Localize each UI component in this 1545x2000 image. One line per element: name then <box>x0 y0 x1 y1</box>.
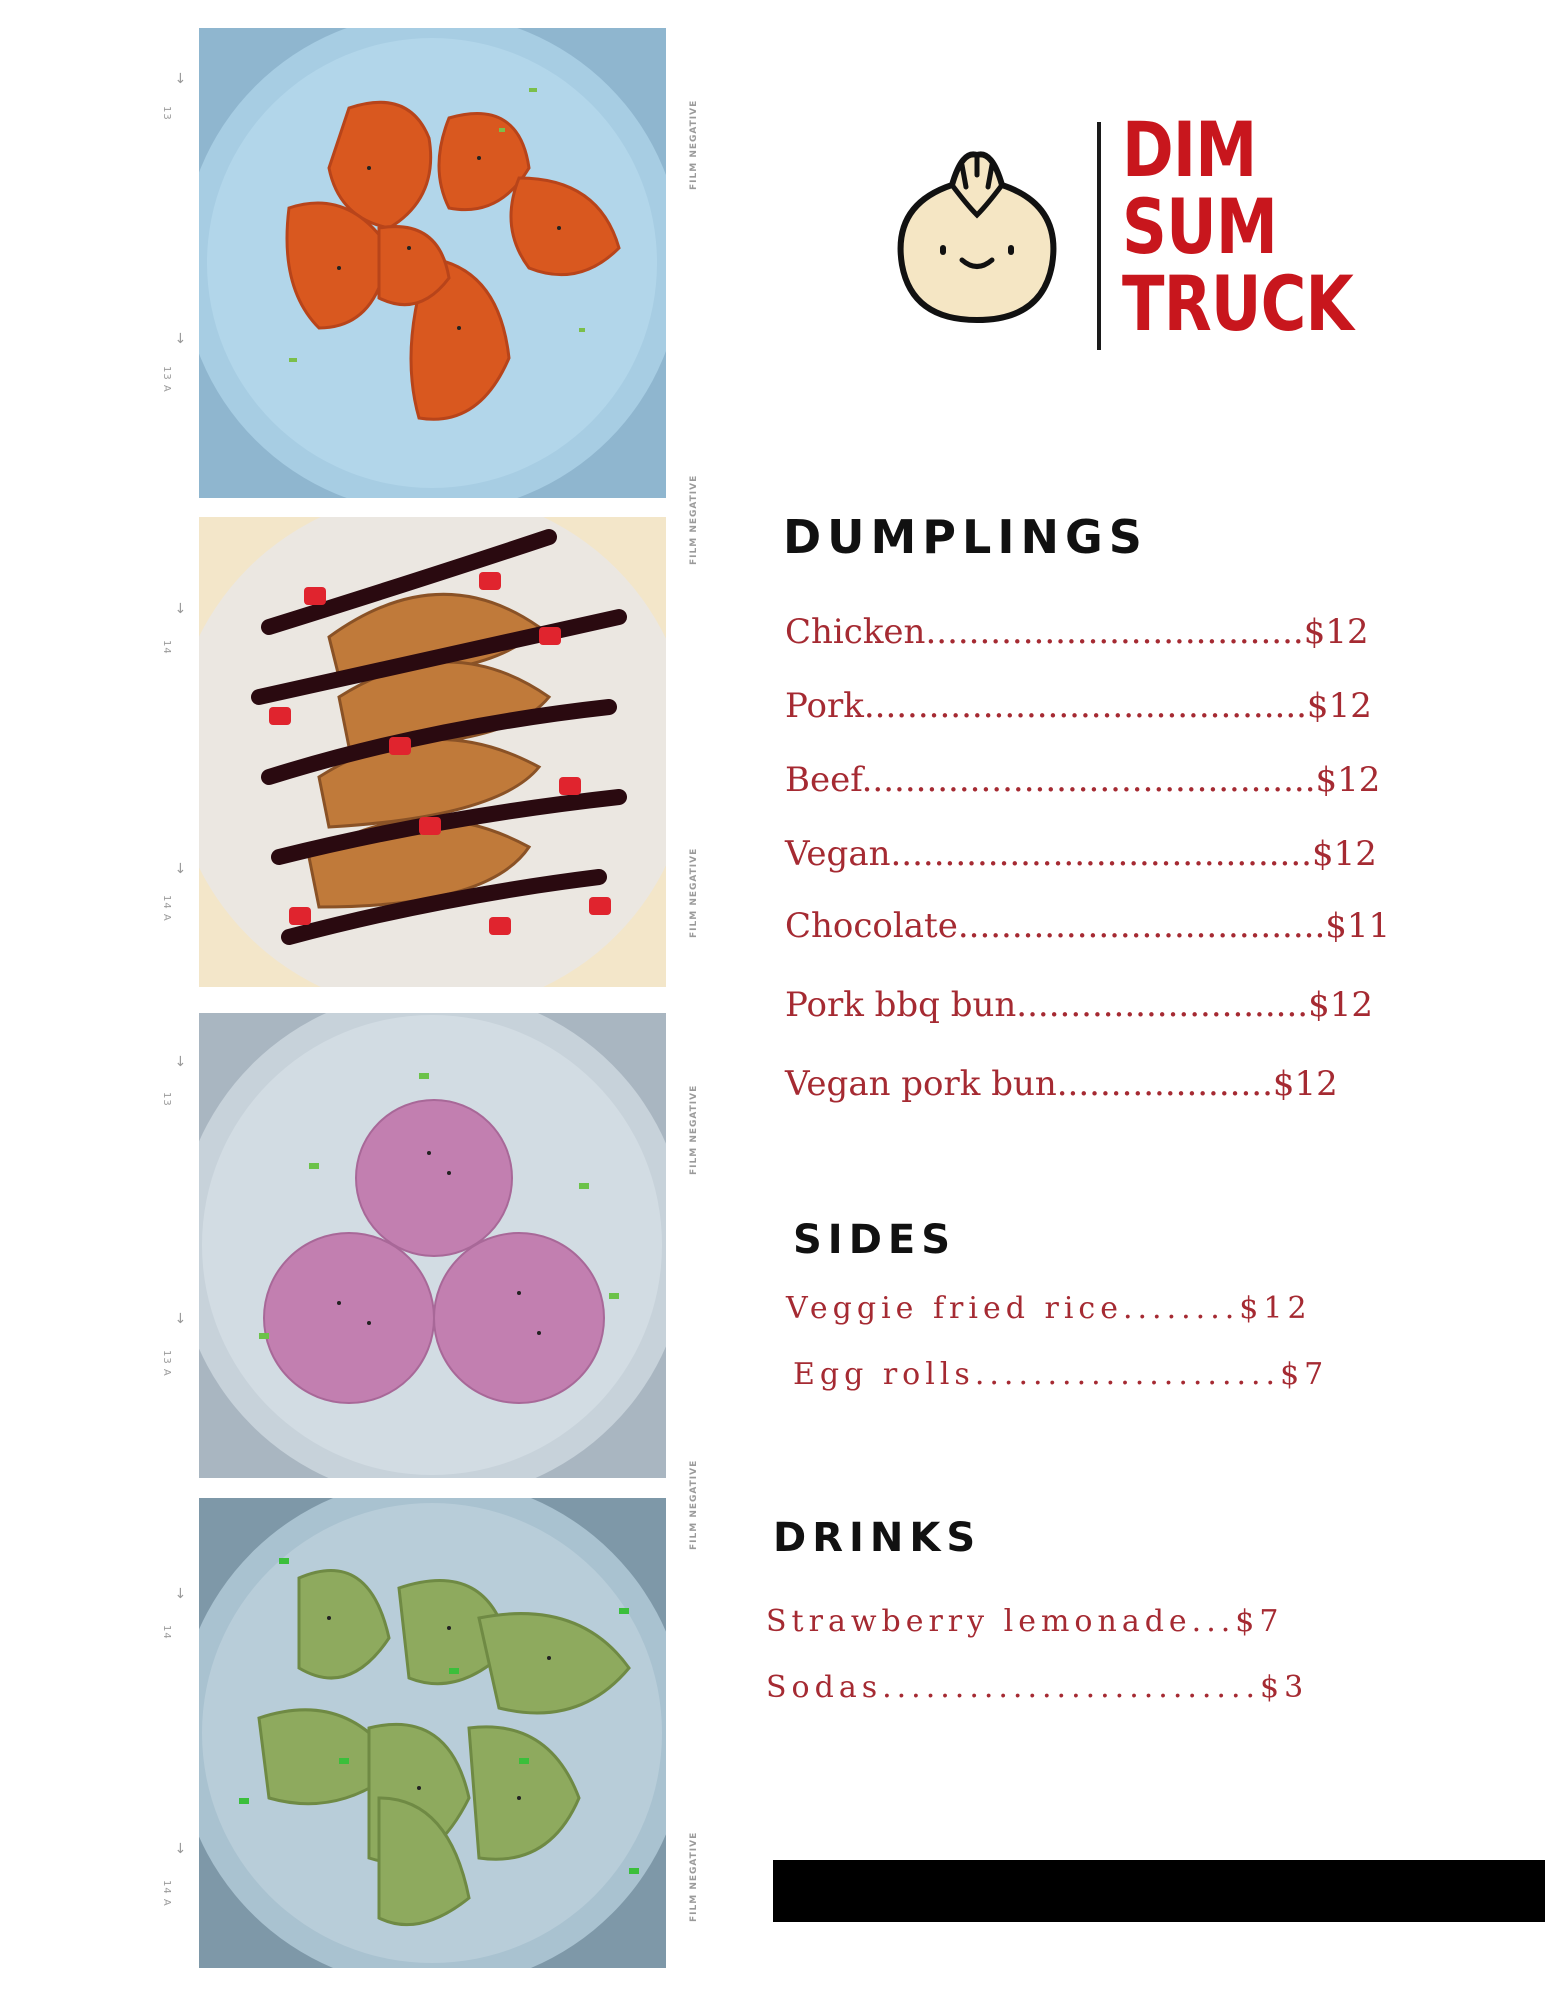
frame-arrow-icon: → <box>171 332 188 344</box>
section-title-dumplings: DUMPLINGS <box>783 510 1148 564</box>
menu-item-chicken: Chicken...................................$12 <box>785 612 1369 652</box>
photo-orange-dumplings <box>199 28 666 498</box>
frame-arrow-icon: → <box>171 1587 188 1599</box>
frame-number: 13 A <box>161 1350 172 1377</box>
frame-number: 14 A <box>161 1880 172 1907</box>
menu-item-egg-rolls: Egg rolls.....................$7 <box>793 1357 1329 1392</box>
menu-item-pork: Pork.........................................$12 <box>785 686 1372 726</box>
menu-item-chocolate: Chocolate..................................$11 <box>785 906 1391 946</box>
photo-chocolate-dumplings <box>199 517 666 987</box>
section-title-sides: SIDES <box>793 1217 957 1263</box>
logo-divider <box>1097 122 1101 350</box>
frame-arrow-icon: → <box>171 602 188 614</box>
menu-item-beef: Beef..........................................$12 <box>785 760 1381 800</box>
film-negative-label: FILM NEGATIVE <box>689 1459 699 1550</box>
frame-arrow-icon: → <box>171 72 188 84</box>
frame-number: 13 <box>161 1092 172 1107</box>
frame-number: 14 A <box>161 895 172 922</box>
frame-arrow-icon: → <box>171 1055 188 1067</box>
frame-arrow-icon: → <box>171 862 188 874</box>
frame-arrow-icon: → <box>171 1312 188 1324</box>
menu-item-sodas: Sodas..........................$3 <box>766 1670 1309 1705</box>
photo-pink-buns <box>199 1013 666 1478</box>
footer-bar <box>773 1860 1545 1922</box>
menu-item-vegan: Vegan.......................................$12 <box>785 834 1377 874</box>
film-negative-label: FILM NEGATIVE <box>689 1831 699 1922</box>
frame-number: 14 <box>161 1625 172 1640</box>
photo-green-dumplings <box>199 1498 666 1968</box>
logo-line-sum: SUM <box>1122 182 1278 271</box>
menu-item-veggie-fried-rice: Veggie fried rice........$12 <box>786 1291 1312 1326</box>
film-negative-label: FILM NEGATIVE <box>689 847 699 938</box>
film-negative-label: FILM NEGATIVE <box>689 99 699 190</box>
menu-item-vegan-pork-bun: Vegan pork bun....................$12 <box>785 1064 1338 1104</box>
frame-number: 13 A <box>161 366 172 393</box>
logo-line-dim: DIM <box>1122 105 1257 194</box>
section-title-drinks: DRINKS <box>773 1515 982 1561</box>
film-negative-label: FILM NEGATIVE <box>689 474 699 565</box>
film-negative-label: FILM NEGATIVE <box>689 1084 699 1175</box>
frame-number: 13 <box>161 106 172 121</box>
logo-wordmark <box>1122 105 1354 348</box>
frame-arrow-icon: → <box>171 1842 188 1854</box>
frame-number: 14 <box>161 640 172 655</box>
logo-line-truck: TRUCK <box>1122 259 1354 348</box>
dumpling-face-icon <box>882 145 1072 330</box>
menu-item-pork-bbq-bun: Pork bbq bun...........................$12 <box>785 985 1373 1025</box>
menu-item-strawberry-lemonade: Strawberry lemonade...$7 <box>766 1604 1284 1639</box>
